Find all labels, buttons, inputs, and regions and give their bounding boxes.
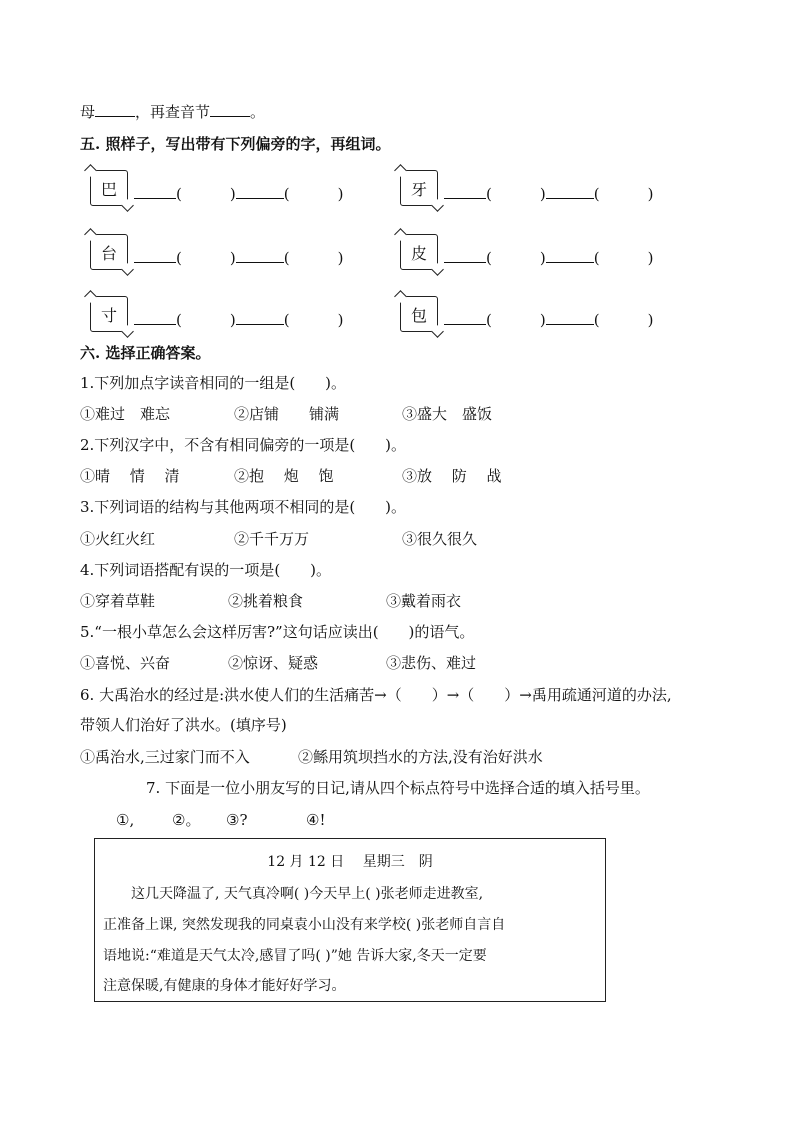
paren-open: ( xyxy=(283,311,290,329)
diary-line: 语地说:“难道是天气太冷,感冒了吗( )”她 告诉大家,冬天一定要 xyxy=(103,948,487,964)
option[interactable]: ①穿着草鞋 xyxy=(80,592,156,610)
paren-close: ) xyxy=(539,185,546,203)
option[interactable]: ③很久很久 xyxy=(402,530,478,548)
option[interactable]: ③戴着雨衣 xyxy=(386,592,462,610)
paren-open: ( xyxy=(486,185,492,203)
question-6-cont: 带领人们治好了洪水。(填序号) xyxy=(80,716,287,734)
radical-row xyxy=(90,234,730,274)
char-blank[interactable] xyxy=(546,310,594,325)
question-1: 1.下列加点字读音相同的一组是( )。 xyxy=(80,374,347,392)
paren-close: ) xyxy=(647,185,654,203)
radical-box xyxy=(400,296,438,332)
radical-char: 台 xyxy=(100,243,117,263)
radical-box xyxy=(90,170,128,206)
radical-box xyxy=(400,170,438,206)
char-blank[interactable] xyxy=(134,248,176,263)
answer-blank[interactable] xyxy=(210,101,250,117)
fill-blanks xyxy=(444,184,653,203)
radical-row xyxy=(90,296,730,336)
char-blank[interactable] xyxy=(134,310,176,325)
paren-open: ( xyxy=(593,249,600,267)
section6-title: 六. 选择正确答案。 xyxy=(80,344,211,362)
char-blank[interactable] xyxy=(236,310,284,325)
answer-blank[interactable] xyxy=(95,101,135,117)
char-blank[interactable] xyxy=(236,184,284,199)
question-7: 7. 下面是一位小朋友写的日记,请从四个标点符号中选择合适的填入括号里。 xyxy=(146,779,650,797)
paren-close: ) xyxy=(539,249,546,267)
diary-line: 正准备上课, 突然发现我的同桌袁小山没有来学校( )张老师自言自 xyxy=(103,917,506,933)
paren-open: ( xyxy=(176,249,182,267)
question-2: 2.下列汉字中，不含有相同偏旁的一项是( )。 xyxy=(80,436,407,454)
paren-close: ) xyxy=(647,249,654,267)
radical-char: 寸 xyxy=(100,305,117,325)
paren-close: ) xyxy=(229,249,236,267)
paren-close: ) xyxy=(539,311,546,329)
radical-char: 皮 xyxy=(410,243,427,263)
paren-open: ( xyxy=(593,311,600,329)
fill-blanks xyxy=(134,184,343,203)
fill-blanks xyxy=(134,310,343,329)
option[interactable]: ③悲伤、难过 xyxy=(386,654,477,672)
radical-char: 巴 xyxy=(100,179,117,199)
option: ③? xyxy=(226,811,248,829)
radical-row xyxy=(90,170,730,210)
char-blank[interactable] xyxy=(444,310,486,325)
diary-box xyxy=(94,838,606,1002)
char-blank[interactable] xyxy=(546,248,594,263)
paren-close: ) xyxy=(337,185,344,203)
paren-close: ) xyxy=(337,311,344,329)
paren-open: ( xyxy=(486,311,492,329)
section5-title: 五. 照样子，写出带有下列偏旁的字，再组词。 xyxy=(80,135,391,153)
paren-open: ( xyxy=(486,249,492,267)
fill-blanks xyxy=(444,310,653,329)
diary-line: 注意保暖,有健康的身体才能好好学习。 xyxy=(103,978,346,994)
paren-close: ) xyxy=(229,311,236,329)
option[interactable]: ②店铺 铺满 xyxy=(234,405,340,423)
option: ④! xyxy=(306,811,326,829)
paren-open: ( xyxy=(176,311,182,329)
option[interactable]: ①火红火红 xyxy=(80,530,156,548)
top-line-middle: ，再查音节 xyxy=(135,103,211,121)
paren-close: ) xyxy=(647,311,654,329)
paren-open: ( xyxy=(593,185,600,203)
radical-box xyxy=(90,296,128,332)
radical-box xyxy=(400,234,438,270)
option: ①, xyxy=(116,811,135,829)
top-line xyxy=(80,101,265,123)
option[interactable]: ②挑着粮食 xyxy=(228,592,304,610)
paren-close: ) xyxy=(337,249,344,267)
char-blank[interactable] xyxy=(444,184,486,199)
option[interactable]: ③放 防 战 xyxy=(402,467,502,485)
option[interactable]: ②千千万万 xyxy=(234,530,310,548)
paren-close: ) xyxy=(229,185,236,203)
fill-blanks xyxy=(444,248,653,267)
paren-open: ( xyxy=(283,185,290,203)
char-blank[interactable] xyxy=(236,248,284,263)
question-3: 3.下列词语的结构与其他两项不相同的是( )。 xyxy=(80,498,407,516)
diary-date: 12 月 12 日 星期三 阴 xyxy=(267,854,433,870)
option[interactable]: ③盛大 盛饭 xyxy=(402,405,493,423)
option[interactable]: ②抱 炮 饱 xyxy=(234,467,334,485)
fill-blanks xyxy=(134,248,343,267)
question-5: 5.“一根小草怎么会这样厉害?”这句话应读出( )的语气。 xyxy=(80,623,475,641)
radical-box xyxy=(90,234,128,270)
char-blank[interactable] xyxy=(546,184,594,199)
option[interactable]: ①晴 情 清 xyxy=(80,467,180,485)
top-line-prefix: 母 xyxy=(80,103,96,121)
paren-open: ( xyxy=(283,249,290,267)
top-line-suffix: 。 xyxy=(250,103,266,121)
option[interactable]: ①禹治水,三过家门而不入 xyxy=(80,748,250,766)
diary-line: 这几天降温了, 天气真冷啊( )今天早上( )张老师走进教室, xyxy=(103,886,484,902)
radical-char: 牙 xyxy=(410,179,427,199)
option[interactable]: ②鲧用筑坝挡水的方法,没有治好洪水 xyxy=(298,748,543,766)
option[interactable]: ①难过 难忘 xyxy=(80,405,171,423)
option[interactable]: ①喜悦、兴奋 xyxy=(80,654,171,672)
option: ②。 xyxy=(172,811,201,829)
char-blank[interactable] xyxy=(134,184,176,199)
radical-char: 包 xyxy=(410,305,427,325)
option[interactable]: ②惊讶、疑惑 xyxy=(228,654,319,672)
paren-open: ( xyxy=(176,185,182,203)
question-6: 6. 大禹治水的经过是:洪水使人们的生活痛苦→（ ）→（ ）→禹用疏通河道的办法, xyxy=(80,686,672,704)
char-blank[interactable] xyxy=(444,248,486,263)
question-4: 4.下列词语搭配有误的一项是( )。 xyxy=(80,561,332,579)
